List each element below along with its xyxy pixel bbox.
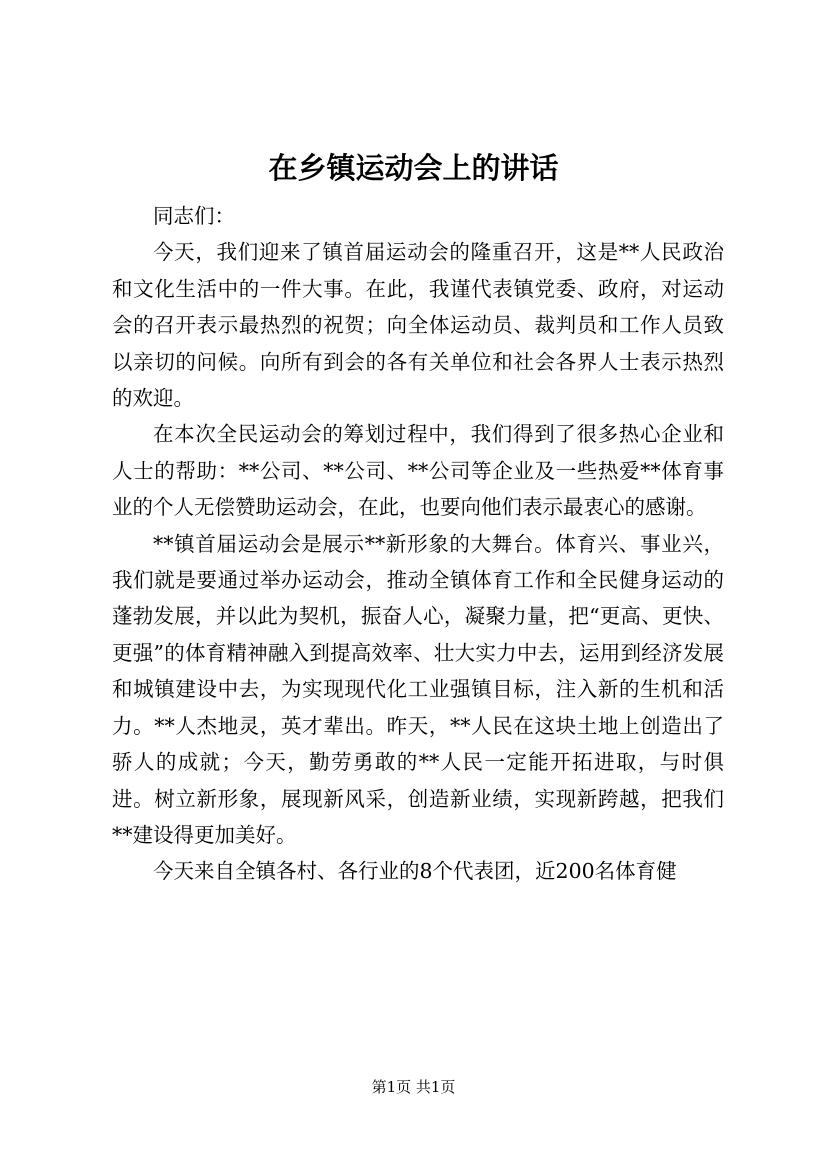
page-footer: 第1页 共1页 (371, 1078, 456, 1096)
paragraph-thanks: 在本次全民运动会的筹划过程中，我们得到了很多热心企业和人士的帮助：**公司、**公司、**公司等企业及一些热爱**体育事业的个人无偿赞助运动会，在此，也要向他们表示最衷心的感谢。 (112, 422, 724, 520)
paragraph-delegations: 今天来自全镇各村、各行业的8个代表团，近200名体育健 (153, 859, 677, 884)
document-title: 在乡镇运动会上的讲话 (268, 151, 559, 185)
salutation: 同志们： (153, 204, 235, 228)
paragraph-vision: **镇首届运动会是展示**新形象的大舞台。体育兴、事业兴，我们就是要通过举办运动会，推动全镇体育工作和全民健身运动的蓬勃发展，并以此为契机，振奋人心，凝聚力量，把“更高、更快、更强”的体育精神融入到提高效率、壮大实力中去，运用到经济发展和城镇建设中去，为实现现代化工业强镇目标，注入新的生机和活力。**人杰地灵，英才辈出。昨天，**人民在这块土地上创造出了骄人的成就；今天，勤劳勇敢的**人民一定能开拓进取，与时俱进。树立新形象，展现新风采，创造新业绩，实现新跨越，把我们**建设得更加美好。 (112, 531, 724, 847)
document-body (112, 198, 724, 890)
paragraph-opening: 今天，我们迎来了镇首届运动会的隆重召开，这是**人民政治和文化生活中的一件大事。在此，我谨代表镇党委、政府，对运动会的召开表示最热烈的祝贺；向全体运动员、裁判员和工作人员致以亲切的问候。向所有到会的各有关单位和社会各界人士表示热烈的欢迎。 (112, 240, 724, 411)
